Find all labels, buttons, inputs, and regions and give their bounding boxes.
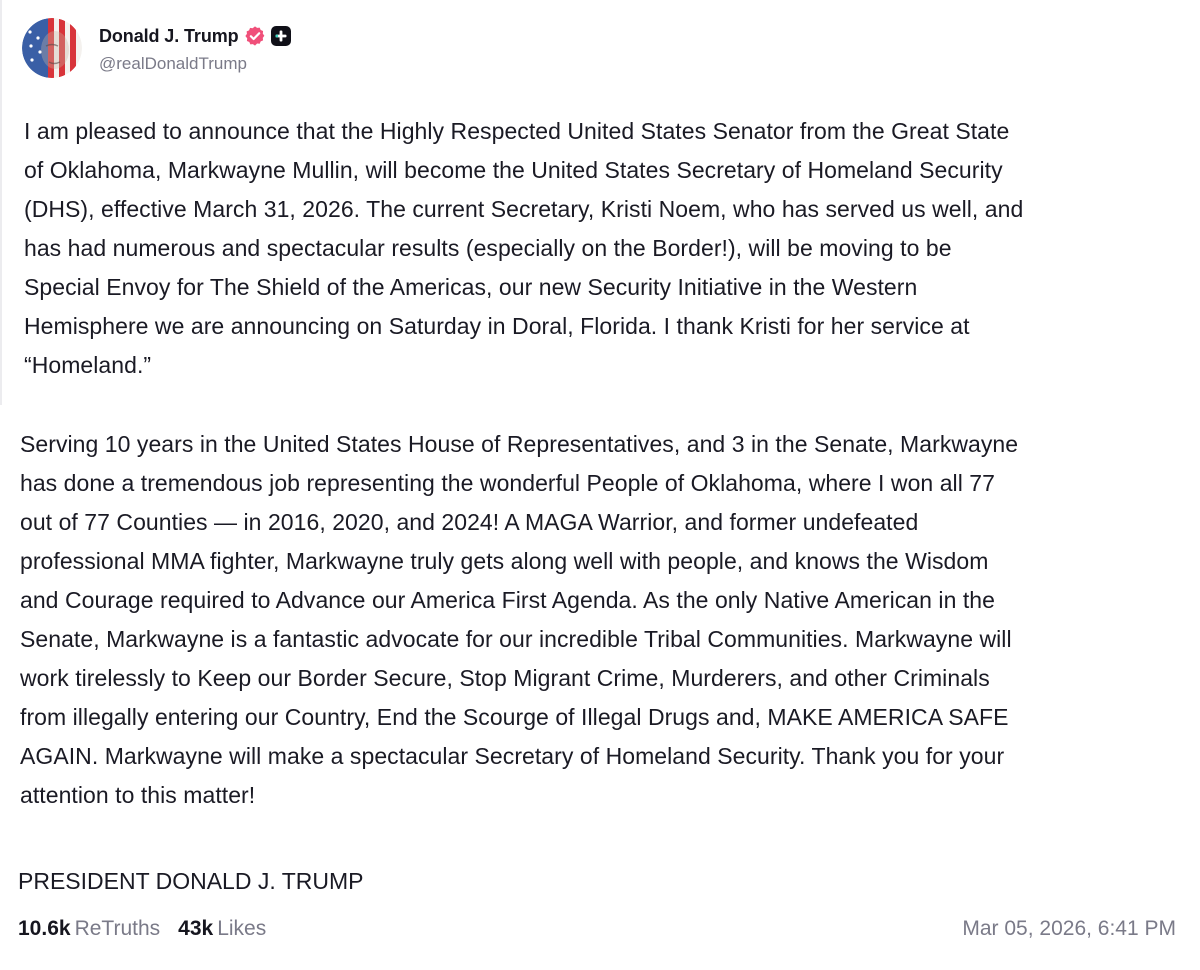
verified-badge-icon xyxy=(244,25,266,47)
likes-stat[interactable] xyxy=(178,917,266,941)
post-paragraph-2 xyxy=(20,425,1018,815)
post-line: “Homeland.” xyxy=(24,352,152,378)
author-display-name[interactable]: Donald J. Trump xyxy=(99,25,239,46)
likes-label: Likes xyxy=(217,917,267,940)
post-line: out of 77 Counties — in 2016, 2020, and 2024! A MAGA Warrior, and former undefeated xyxy=(20,509,919,535)
retruths-label: ReTruths xyxy=(74,917,161,940)
retruths-stat[interactable] xyxy=(18,917,160,941)
plus-badge-icon xyxy=(271,26,291,46)
post-line: professional MMA fighter, Markwayne truly gets along well with people, and knows the Wisdom xyxy=(20,548,989,574)
flag-portrait-avatar-icon xyxy=(22,18,82,78)
post-timestamp[interactable]: Mar 05, 2026, 6:41 PM xyxy=(962,917,1176,940)
post-line: from illegally entering our Country, End the Scourge of Illegal Drugs and, MAKE AMERICA SAFE xyxy=(20,704,1009,730)
post-line: attention to this matter! xyxy=(20,782,256,808)
post-stats xyxy=(18,917,284,941)
post-line: Serving 10 years in the United States House of Representatives, and 3 in the Senate, Markwayne xyxy=(20,431,1019,457)
post-line: has had numerous and spectacular results (especially on the Border!), will be moving to be xyxy=(24,235,952,261)
post-line: Senate, Markwayne is a fantastic advocate for our incredible Tribal Communities. Markwayne will xyxy=(20,626,1012,652)
retruths-count: 10.6k xyxy=(18,917,71,940)
post-line: AGAIN. Markwayne will make a spectacular Secretary of Homeland Security. Thank you for your xyxy=(20,743,1005,769)
post-header xyxy=(22,18,291,78)
author-identity xyxy=(99,22,291,74)
post-line: (DHS), effective March 31, 2026. The current Secretary, Kristi Noem, who has served us well, and xyxy=(24,196,1024,222)
post-paragraph-1 xyxy=(24,112,1023,385)
post-signature: PRESIDENT DONALD J. TRUMP xyxy=(18,868,364,894)
post-line: I am pleased to announce that the Highly Respected United States Senator from the Great State xyxy=(24,118,1010,144)
post-line: work tirelessly to Keep our Border Secure, Stop Migrant Crime, Murderers, and other Criminals xyxy=(20,665,990,691)
post-footer xyxy=(18,917,1176,941)
likes-count: 43k xyxy=(178,917,214,940)
name-row xyxy=(99,22,291,50)
post-line: Special Envoy for The Shield of the Americas, our new Security Initiative in the Western xyxy=(24,274,918,300)
avatar[interactable] xyxy=(22,18,82,78)
post-line: and Courage required to Advance our America First Agenda. As the only Native American in the xyxy=(20,587,995,613)
post-left-rule xyxy=(0,0,2,405)
post-line: of Oklahoma, Markwayne Mullin, will become the United States Secretary of Homeland Security xyxy=(24,157,1003,183)
post-line: Hemisphere we are announcing on Saturday in Doral, Florida. I thank Kristi for her service at xyxy=(24,313,970,339)
author-handle[interactable]: @realDonaldTrump xyxy=(99,54,247,73)
post-line: has done a tremendous job representing the wonderful People of Oklahoma, where I won all 77 xyxy=(20,470,995,496)
